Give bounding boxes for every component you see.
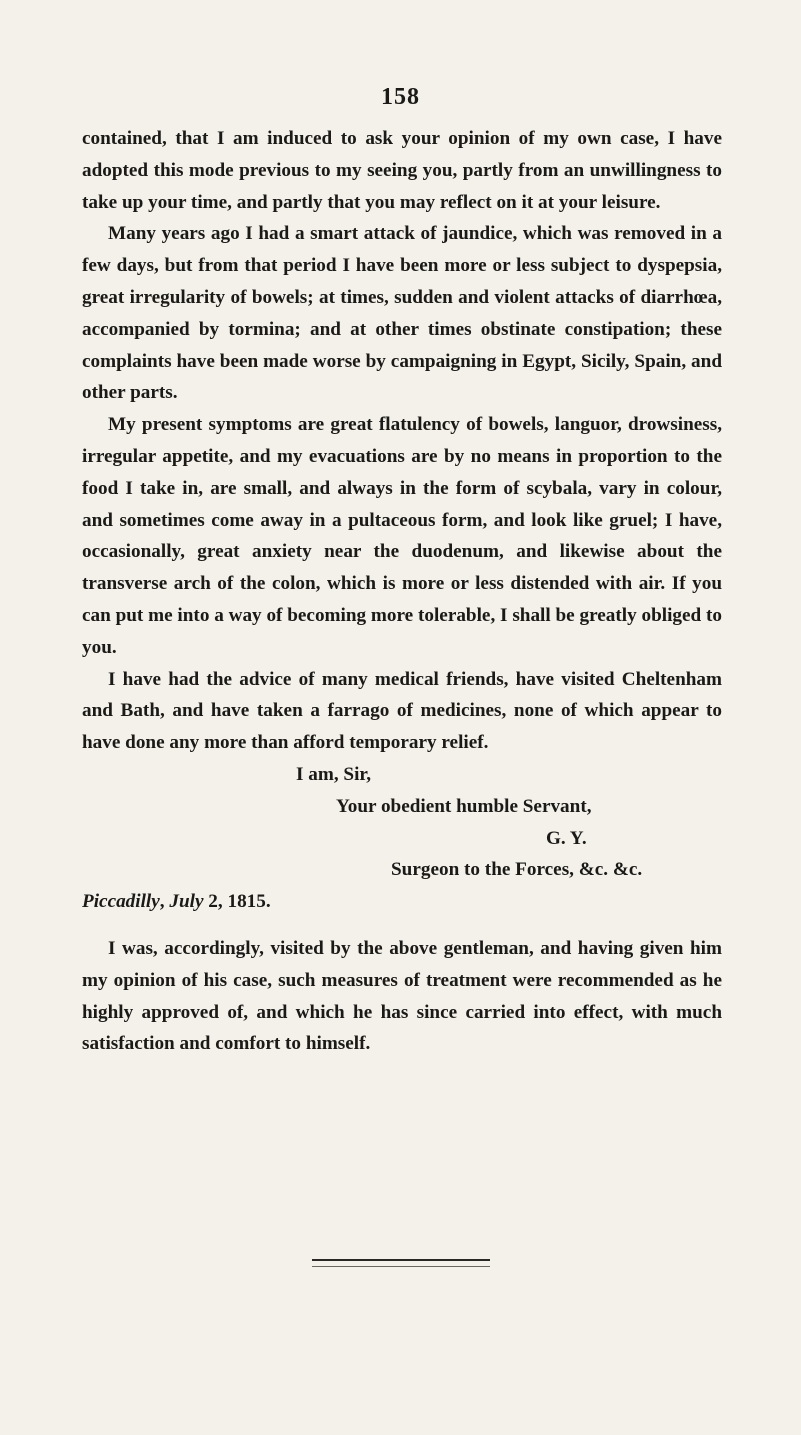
paragraph-4: I have had the advice of many medical friends, have visited Cheltenham and Bath, and have taken a farrago of medicines, none of which appear to have done any more than afford temporary relief.	[82, 668, 722, 754]
dateline-day-year: 2, 1815.	[203, 891, 271, 913]
closing-salutation: I am, Sir,	[296, 763, 371, 785]
dateline-separator: ,	[159, 891, 170, 913]
paragraph-final: I was, accordingly, visited by the above gentleman, and having given him my opinion of his case, such measures of treatment were recommended as he highly approved of, and which he has since carried into effect, with much satisfaction and comfort to himself.	[82, 937, 722, 1055]
dateline-place: Piccadilly	[82, 891, 160, 913]
letter-closing	[82, 759, 722, 918]
letter-body	[82, 123, 722, 1060]
paragraph-3: My present symptoms are great flatulency of bowels, languor, drowsiness, irregular appetite, and my evacuations are by no means in proportion to the food I take in, are small, and always in the form of scybala, vary in colour, and sometimes come away in a pultaceous form, and look like gruel; I have, occasionally, great anxiety near the duodenum, and likewise about the transverse arch of the colon, which is more or less distended with air. If you can put me into a way of becoming more tolerable, I shall be greatly obliged to you.	[82, 414, 722, 658]
dateline	[82, 886, 722, 918]
page-number: 158	[381, 84, 420, 110]
closing-signature: G. Y.	[546, 827, 587, 849]
section-rule	[312, 1259, 490, 1267]
dateline-month: July	[169, 891, 204, 913]
closing-title: Surgeon to the Forces, &c. &c.	[391, 859, 643, 881]
paragraph-1: contained, that I am induced to ask your opinion of my own case, I have adopted this mode previous to my seeing you, partly from an unwillingness to take up your time, and partly that you may reflect on it at your leisure.	[82, 128, 722, 213]
spacer	[82, 918, 722, 933]
paragraph-2: Many years ago I had a smart attack of jaundice, which was removed in a few days, but from that period I have been more or less subject to dyspepsia, great irregularity of bowels; at times, sudden and violent attacks of diarrhœa, accompanied by tormina; and at other times obstinate constipation; these complaints have been made worse by campaigning in Egypt, Sicily, Spain, and other parts.	[82, 223, 722, 404]
closing-servant: Your obedient humble Servant,	[336, 795, 592, 817]
